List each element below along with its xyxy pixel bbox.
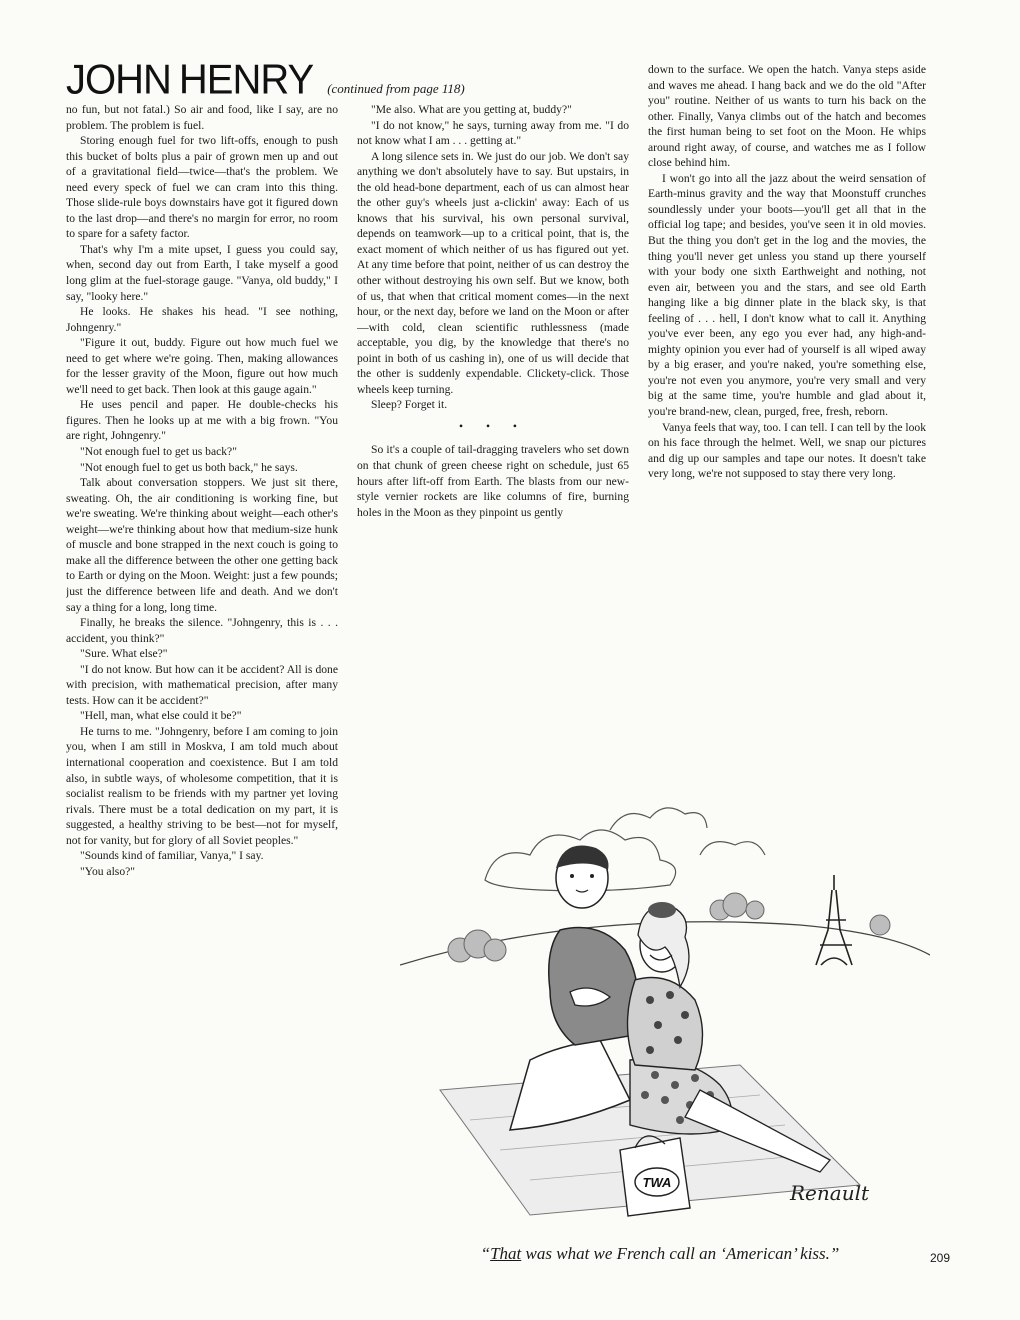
eiffel-tower-icon [816, 875, 852, 965]
continued-note: (continued from page 118) [327, 81, 465, 96]
paragraph: "You also?" [80, 864, 135, 878]
title-henry: HENRY [178, 56, 314, 104]
paragraph: no fun, but not fatal.) So air and food, like I say, are no problem. The problem is fuel. [66, 103, 338, 132]
paragraph: He looks. He shakes his head. "I see nothing, Johngenry." [66, 305, 338, 334]
paragraph: Talk about conversation stoppers. We just sit there, sweating. Oh, the air conditioning is working fine, but we're sweating. We're thinking about weight—each other's weight—we're thinking about how that medium-size hunk of muscle and bone strapped in the next couch is going to make all the difference between the other one getting back to Earth or dying on the Moon. Weight: just a few pounds; just the difference between life and death. And we don't say a thing for a long, long time. [66, 476, 338, 614]
artist-signature: Renault [790, 1181, 870, 1205]
paragraph: "Sure. What else?" [80, 647, 168, 661]
paragraph: A long silence sets in. We just do our job. We don't say anything we don't absolutely have to say. But upstairs, in the old head-bone department, each of us can almost hear the other guy's wheels just a-clickin' away: Each of us knows that his survival, his own personal survival, depends on teamwork—up to a critical point, that is, the exact moment of which neither of us has figured out yet. At any time before that point, neither of us can destroy the other without destroying his own self. But we know, both of us, that when that critical moment comes—in the next hour, or the next day, before we land on the Moon or after—with cold, clean scientific ruthlessness (made acceptable, you dig, by the knowledge that there's no point in both of us cashing in), one of us will decide that the other is suddenly expendable. Clickety-click. Those wheels keep turning. [357, 149, 629, 396]
paragraph: down to the surface. We open the hatch. Vanya steps aside and waves me ahead. I hang back and we do the old "After you" routine. Neither of us wants to turn his back on the other. Finally, Vanya climbs out of the hatch and becomes the first human being to set foot on the Moon. He whips around right away, of course, and watches me as I follow close behind him. [648, 63, 926, 170]
paragraph: "I do not know. But how can it be accident? All is done with precision, with mathematical precision, after many tests. How can it be accident?" [66, 662, 338, 707]
cartoon-drawing [400, 760, 930, 1220]
cartoon-caption [390, 1244, 930, 1264]
title-john: JOHN [66, 56, 171, 104]
text-column-2 [357, 102, 629, 722]
paragraph: Finally, he breaks the silence. "Johngenry, this is . . . accident, you think?" [66, 616, 338, 645]
cartoon-illustration [400, 760, 930, 1220]
clouds [485, 808, 765, 891]
paragraph: "Hell, man, what else could it be?" [80, 709, 242, 723]
paragraph: "Sounds kind of familiar, Vanya," I say. [80, 849, 264, 863]
paragraph: "Figure it out, buddy. Figure out how much fuel we need to get where we're going. Then, making allowances for the lesser gravity of the Moon, figure out how much we'll need to get back. Then look at this gauge again." [66, 336, 338, 396]
article-header [66, 58, 626, 102]
paragraph: "Me also. What are you getting at, buddy?" [371, 103, 572, 116]
article-title [66, 57, 313, 104]
caption-emphasis: That [490, 1244, 522, 1263]
section-break: • • • [459, 419, 527, 433]
man-figure [510, 846, 638, 1131]
paragraph: "Not enough fuel to get us back?" [80, 445, 237, 459]
paragraph: Sleep? Forget it. [371, 398, 448, 412]
paragraph: He uses pencil and paper. He double-checks his figures. Then he looks up at me with a big frown. "You are right, Johngenry." [66, 398, 338, 443]
bag-logo-text: TWA [642, 1175, 672, 1190]
text-column-3 [648, 62, 926, 722]
paragraph: Vanya feels that way, too. I can tell. I can tell by the look on his face through the helmet. Well, we snap our pictures and dig up our samples and tape our notes. It doesn't take very long, we're not supposed to stay there very long. [648, 420, 926, 481]
caption-text: was what we French call an ‘American’ kiss.” [521, 1244, 840, 1263]
twa-bag-icon [620, 1136, 690, 1216]
text-column-1 [66, 102, 338, 1252]
paragraph: Storing enough fuel for two lift-offs, enough to push this bucket of bolts plus a pair of grown men up and out of a gravitational field—twice—that's the problem. We need every speck of fuel we can cram into this thing. Those slide-rule boys downstairs have got it figured down to the last drop—and there's no margin for error, no room to spare for a safety factor. [66, 134, 338, 241]
paragraph: "I do not know," he says, turning away from me. "I do not know what I am . . . getting at." [357, 118, 629, 148]
paragraph: "Not enough fuel to get us both back," he says. [80, 460, 298, 474]
paragraph: So it's a couple of tail-dragging travelers who set down on that chunk of green cheese right on schedule, just 65 hours after lift-off from Earth. The blasts from our new-style vernier rockets are like columns of fire, burning holes in the Moon as they pinpoint us gently [357, 443, 629, 519]
caption-open-quote: “ [480, 1244, 491, 1263]
paragraph: He turns to me. "Johngenry, before I am coming to join you, when I am still in Moskva, I am told much about international cooperation and coexistence. But I am told also, in subtle ways, of wholesome competition, that it is socialist realism to be friends with my partner yet loving rivals. There must be a total dedication on my part, it is suggested, a healthy striving to be best—not for myself, not for vanity, but for glory of all Soviet peoples." [66, 724, 338, 847]
paragraph: I won't go into all the jazz about the weird sensation of Earth-minus gravity and the way that Moonstuff crunches soundlessly under your boots—you'll get all that in the official log tape; and besides, you've seen it in old movies. But the thing you don't get in the log and the movies, the thing you'll never get unless you stand up there yourself with your body one sixth Earthweight and nothing, not even air, between you and the stars, and see old Earth hanging like a big dinner plate in the black sky, is that feeling of . . . hell, I don't know what to call it. Anything you've ever been, any ego you ever had, any high-and-mighty opinion you ever had of yourself is all wiped away by a big eraser, and you're naked, you're something else, you're not even you anymore, you're very small and very big at the same time, you're humble and glad about it, you're brand-new, clean, purged, free, fresh, reborn. [648, 171, 926, 419]
paragraph: That's why I'm a mite upset, I guess you could say, when, second day out from Earth, I take myself a good long glim at the fuel-storage gauge. "Vanya, old buddy," I say, "looky here." [66, 242, 338, 303]
page-number: 209 [930, 1251, 951, 1265]
